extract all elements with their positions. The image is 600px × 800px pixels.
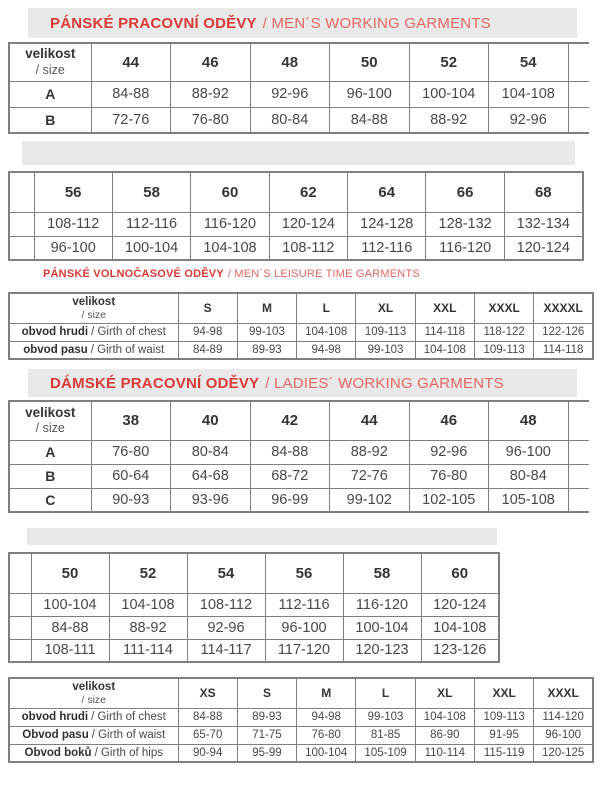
measurement-cell: 84-89 <box>178 341 237 359</box>
measurement-cell: 94-98 <box>297 341 356 359</box>
row-label-english: / Girth of chest <box>91 711 166 723</box>
size-column-header: 54 <box>187 553 265 593</box>
size-column-header: XXXL <box>534 678 593 708</box>
row-label <box>9 726 178 744</box>
measurement-cell: 72-76 <box>330 464 410 488</box>
measurement-cell: 114-117 <box>187 639 265 662</box>
measurement-cell: 80-84 <box>171 440 251 464</box>
measurement-cell: 118-122 <box>474 323 533 341</box>
size-label-english: / size <box>81 693 106 706</box>
cut-off-column <box>9 236 34 260</box>
size-column-header: XL <box>415 678 474 708</box>
measurement-cell: 124-128 <box>348 212 426 236</box>
table-mens-working-sizes-56-68 <box>8 171 584 261</box>
measurement-cell: 96-100 <box>34 236 112 260</box>
size-column-header: 48 <box>250 43 330 81</box>
measurement-cell: 90-94 <box>178 744 237 762</box>
measurement-cell: 80-84 <box>489 464 569 488</box>
measurement-row <box>9 236 583 260</box>
measurement-cell: 84-88 <box>91 81 171 107</box>
measurement-cell: 96-100 <box>489 440 569 464</box>
size-column-header: M <box>297 678 356 708</box>
row-label <box>9 341 178 359</box>
measurement-cell: 102-105 <box>409 488 489 512</box>
measurement-cell: 92-96 <box>187 616 265 639</box>
measurement-row <box>9 744 593 762</box>
size-label-czech: velikost <box>25 46 76 61</box>
measurement-cell: 123-126 <box>421 639 499 662</box>
measurement-cell: 110-114 <box>415 744 474 762</box>
size-column-header: 66 <box>426 172 504 212</box>
size-column-header: S <box>237 678 296 708</box>
size-column-header: M <box>237 293 296 323</box>
measurement-cell: 60-64 <box>91 464 171 488</box>
measurement-row <box>9 726 593 744</box>
measurement-cell: 104-108 <box>415 341 474 359</box>
cut-off-column <box>9 639 31 662</box>
size-column-header: S <box>178 293 237 323</box>
measurement-cell: 109-113 <box>356 323 415 341</box>
measurement-row <box>9 464 589 488</box>
size-header-row <box>9 678 593 708</box>
row-label <box>9 708 178 726</box>
size-header-row <box>9 553 499 593</box>
measurement-cell: 96-99 <box>250 488 330 512</box>
size-column-header: 52 <box>409 43 489 81</box>
measurement-cell: 104-108 <box>415 708 474 726</box>
row-label: A <box>9 440 91 464</box>
row-label-english: / Girth of waist <box>90 343 165 356</box>
size-column-header: L <box>356 678 415 708</box>
table-ladies-working-sizes-38-48 <box>8 400 589 513</box>
measurement-cell: 68-72 <box>250 464 330 488</box>
measurement-cell: 89-93 <box>237 341 296 359</box>
measurement-cell: 88-92 <box>330 440 410 464</box>
row-label: C <box>9 488 91 512</box>
row-label <box>9 744 178 762</box>
measurement-cell: 96-100 <box>534 726 593 744</box>
size-column-header: 44 <box>91 43 171 81</box>
size-column-header: 56 <box>34 172 112 212</box>
mens-leisure-table <box>8 292 594 360</box>
size-label-header <box>9 401 91 440</box>
cut-off-column <box>568 81 589 107</box>
cut-off-column <box>9 553 31 593</box>
measurement-cell: 117-120 <box>265 639 343 662</box>
measurement-cell: 120-123 <box>343 639 421 662</box>
table-mens-working-sizes-44-54 <box>8 42 589 134</box>
size-column-header: 58 <box>112 172 190 212</box>
measurement-cell: 108-111 <box>31 639 109 662</box>
size-label-header <box>9 293 178 323</box>
section-title-english: / MEN´S LEISURE TIME GARMENTS <box>227 268 420 280</box>
size-column-header: 42 <box>250 401 330 440</box>
cut-off-column <box>568 43 589 81</box>
section-title-czech: PÁNSKÉ VOLNOČASOVÉ ODĚVY <box>43 268 224 280</box>
ladies-leisure-table <box>8 677 594 763</box>
measurement-cell: 72-76 <box>91 107 171 133</box>
measurement-cell: 93-96 <box>171 488 251 512</box>
measurement-cell: 99-102 <box>330 488 410 512</box>
cut-off-column <box>9 593 31 616</box>
measurement-cell: 65-70 <box>178 726 237 744</box>
measurement-cell: 104-108 <box>489 81 569 107</box>
measurement-cell: 109-113 <box>474 708 533 726</box>
measurement-row <box>9 708 593 726</box>
size-column-header: 54 <box>489 43 569 81</box>
measurement-cell: 88-92 <box>409 107 489 133</box>
measurement-cell: 94-98 <box>178 323 237 341</box>
size-column-header: 48 <box>489 401 569 440</box>
measurement-cell: 92-96 <box>409 440 489 464</box>
measurement-cell: 105-109 <box>356 744 415 762</box>
measurement-cell: 96-100 <box>265 616 343 639</box>
size-column-header: XL <box>356 293 415 323</box>
measurement-row <box>9 639 499 662</box>
measurement-cell: 80-84 <box>250 107 330 133</box>
row-label: A <box>9 81 91 107</box>
measurement-cell: 64-68 <box>171 464 251 488</box>
measurement-cell: 114-118 <box>534 341 593 359</box>
size-label-czech: velikost <box>72 680 116 693</box>
measurement-row <box>9 323 593 341</box>
size-column-header: 46 <box>409 401 489 440</box>
row-label-czech: Obvod pasu <box>22 729 89 741</box>
size-header-row <box>9 401 589 440</box>
measurement-cell: 84-88 <box>330 107 410 133</box>
size-column-header: L <box>297 293 356 323</box>
size-label-english: / size <box>35 421 65 436</box>
measurement-cell: 120-125 <box>534 744 593 762</box>
row-label-czech: obvod pasu <box>23 343 88 356</box>
measurement-cell: 86-90 <box>415 726 474 744</box>
measurement-cell: 88-92 <box>171 81 251 107</box>
section-title-czech: PÁNSKÉ PRACOVNÍ ODĚVY <box>50 14 257 32</box>
section-header-mens-working <box>28 8 577 38</box>
size-column-header: 50 <box>330 43 410 81</box>
size-column-header: 46 <box>171 43 251 81</box>
measurement-cell: 100-104 <box>112 236 190 260</box>
mens-working-1-table <box>8 42 589 134</box>
measurement-cell: 99-103 <box>356 341 415 359</box>
size-column-header: 40 <box>171 401 251 440</box>
size-column-header: 58 <box>343 553 421 593</box>
row-label: B <box>9 464 91 488</box>
measurement-cell: 99-103 <box>356 708 415 726</box>
measurement-cell: 104-108 <box>421 616 499 639</box>
measurement-cell: 88-92 <box>109 616 187 639</box>
size-column-header: XXXL <box>474 293 533 323</box>
separator-bar <box>27 528 497 545</box>
size-label-czech: velikost <box>25 404 76 420</box>
measurement-cell: 120-124 <box>421 593 499 616</box>
measurement-cell: 76-80 <box>91 440 171 464</box>
ladies-working-1-table <box>8 400 589 513</box>
size-header-row <box>9 172 583 212</box>
measurement-cell: 89-93 <box>237 708 296 726</box>
cut-off-column <box>9 212 34 236</box>
row-label-english: / Girth of hips <box>94 746 163 759</box>
size-column-header: XXXXL <box>534 293 593 323</box>
size-label-czech: velikost <box>72 295 116 308</box>
measurement-row <box>9 440 589 464</box>
measurement-row <box>9 107 589 133</box>
cut-off-column <box>568 488 589 512</box>
size-column-header: 38 <box>91 401 171 440</box>
size-column-header: 60 <box>191 172 269 212</box>
size-label-english: / size <box>81 308 106 321</box>
size-label-header <box>9 43 91 81</box>
measurement-cell: 116-120 <box>343 593 421 616</box>
size-label-header <box>9 678 178 708</box>
table-mens-leisure-sizes <box>8 292 594 360</box>
cut-off-column <box>568 401 589 440</box>
measurement-cell: 96-100 <box>330 81 410 107</box>
measurement-cell: 108-112 <box>187 593 265 616</box>
measurement-cell: 108-112 <box>34 212 112 236</box>
measurement-cell: 104-108 <box>109 593 187 616</box>
section-title-english: / MEN´S WORKING GARMENTS <box>262 14 491 32</box>
measurement-cell: 112-116 <box>348 236 426 260</box>
measurement-cell: 92-96 <box>489 107 569 133</box>
measurement-cell: 112-116 <box>112 212 190 236</box>
measurement-cell: 116-120 <box>191 212 269 236</box>
measurement-cell: 132-134 <box>504 212 582 236</box>
measurement-cell: 94-98 <box>297 708 356 726</box>
row-label-czech: obvod hrudi <box>21 711 89 723</box>
size-column-header: XS <box>178 678 237 708</box>
row-label-czech: obvod hrudi <box>21 326 89 338</box>
measurement-cell: 120-124 <box>269 212 347 236</box>
measurement-cell: 114-120 <box>534 708 593 726</box>
measurement-cell: 105-108 <box>489 488 569 512</box>
measurement-cell: 91-95 <box>474 726 533 744</box>
section-header-mens-leisure <box>43 266 420 282</box>
measurement-cell: 100-104 <box>297 744 356 762</box>
size-column-header: 68 <box>504 172 582 212</box>
size-column-header: XXL <box>474 678 533 708</box>
measurement-cell: 128-132 <box>426 212 504 236</box>
measurement-cell: 84-88 <box>178 708 237 726</box>
section-header-ladies-working <box>28 369 577 397</box>
measurement-cell: 104-108 <box>191 236 269 260</box>
measurement-cell: 115-119 <box>474 744 533 762</box>
measurement-cell: 100-104 <box>409 81 489 107</box>
measurement-cell: 116-120 <box>426 236 504 260</box>
size-column-header: 52 <box>109 553 187 593</box>
measurement-cell: 100-104 <box>343 616 421 639</box>
measurement-cell: 109-113 <box>474 341 533 359</box>
measurement-cell: 99-103 <box>237 323 296 341</box>
table-ladies-working-sizes-50-60 <box>8 552 500 663</box>
row-label-english: / Girth of waist <box>91 729 166 741</box>
measurement-cell: 84-88 <box>250 440 330 464</box>
measurement-cell: 95-99 <box>237 744 296 762</box>
cut-off-column <box>568 440 589 464</box>
cut-off-column <box>9 172 34 212</box>
measurement-cell: 100-104 <box>31 593 109 616</box>
size-header-row <box>9 293 593 323</box>
measurement-cell: 81-85 <box>356 726 415 744</box>
measurement-cell: 122-126 <box>534 323 593 341</box>
row-label <box>9 323 178 341</box>
cut-off-column <box>9 616 31 639</box>
measurement-cell: 90-93 <box>91 488 171 512</box>
section-title-czech: DÁMSKÉ PRACOVNÍ ODĚVY <box>50 374 260 392</box>
cut-off-column <box>568 464 589 488</box>
measurement-cell: 104-108 <box>297 323 356 341</box>
size-label-english: / size <box>35 62 65 77</box>
measurement-cell: 92-96 <box>250 81 330 107</box>
measurement-row <box>9 81 589 107</box>
measurement-cell: 76-80 <box>171 107 251 133</box>
row-label: B <box>9 107 91 133</box>
ladies-working-2-table <box>8 552 500 663</box>
size-column-header: 50 <box>31 553 109 593</box>
measurement-cell: 71-75 <box>237 726 296 744</box>
size-column-header: 44 <box>330 401 410 440</box>
size-column-header: 64 <box>348 172 426 212</box>
row-label-english: / Girth of chest <box>91 326 166 338</box>
section-title-english: / LADIES´ WORKING GARMENTS <box>265 374 504 392</box>
measurement-cell: 120-124 <box>504 236 582 260</box>
measurement-row <box>9 593 499 616</box>
size-column-header: 56 <box>265 553 343 593</box>
size-column-header: XXL <box>415 293 474 323</box>
mens-working-2-table <box>8 171 584 261</box>
row-label-czech: Obvod boků <box>24 746 92 759</box>
size-column-header: 62 <box>269 172 347 212</box>
size-header-row <box>9 43 589 81</box>
table-ladies-leisure-sizes <box>8 677 594 763</box>
measurement-row <box>9 616 499 639</box>
measurement-row <box>9 212 583 236</box>
measurement-cell: 112-116 <box>265 593 343 616</box>
measurement-cell: 114-118 <box>415 323 474 341</box>
measurement-cell: 111-114 <box>109 639 187 662</box>
size-column-header: 60 <box>421 553 499 593</box>
measurement-row <box>9 341 593 359</box>
measurement-cell: 84-88 <box>31 616 109 639</box>
measurement-cell: 108-112 <box>269 236 347 260</box>
cut-off-column <box>568 107 589 133</box>
measurement-cell: 76-80 <box>409 464 489 488</box>
measurement-cell: 76-80 <box>297 726 356 744</box>
separator-bar <box>22 141 575 165</box>
measurement-row <box>9 488 589 512</box>
